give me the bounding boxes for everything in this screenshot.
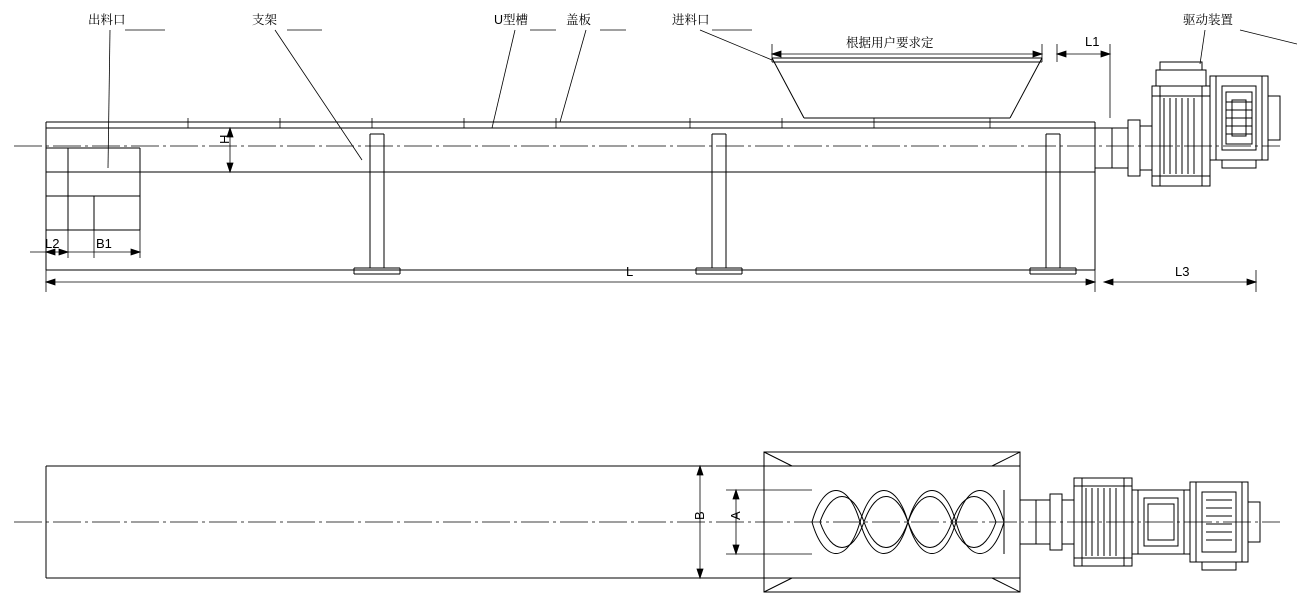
dim-label-L: L	[626, 264, 634, 279]
dim-label-B: B	[692, 511, 707, 520]
dim-label-B1: B1	[96, 236, 112, 251]
discharge-outlet-front	[46, 148, 140, 230]
drive-unit-top	[1020, 478, 1260, 570]
callout-support-frame: 支架	[252, 13, 278, 27]
note-custom-requirement: 根据用户要求定	[846, 36, 934, 50]
dim-L-line	[46, 270, 1095, 292]
dim-L1-line	[1057, 44, 1110, 118]
feed-inlet-hopper	[772, 58, 1042, 118]
support-legs	[354, 134, 1076, 274]
callout-drive-unit: 驱动装置	[1183, 13, 1234, 27]
u-trough-front	[46, 122, 1095, 270]
callout-discharge-outlet: 出料口	[88, 13, 126, 27]
dim-label-L3: L3	[1175, 264, 1190, 279]
callout-feed-inlet: 进料口	[672, 13, 710, 27]
leader-lines	[108, 30, 1297, 168]
dim-label-H: H	[217, 134, 232, 144]
dim-label-A: A	[728, 511, 743, 520]
callout-u-trough: U型槽	[494, 13, 529, 27]
drive-unit-front	[1095, 62, 1280, 186]
cover-plate-joints	[188, 118, 990, 128]
callout-cover-plate: 盖板	[566, 13, 592, 27]
dim-label-L2: L2	[45, 236, 60, 251]
dim-label-L1: L1	[1085, 34, 1100, 49]
